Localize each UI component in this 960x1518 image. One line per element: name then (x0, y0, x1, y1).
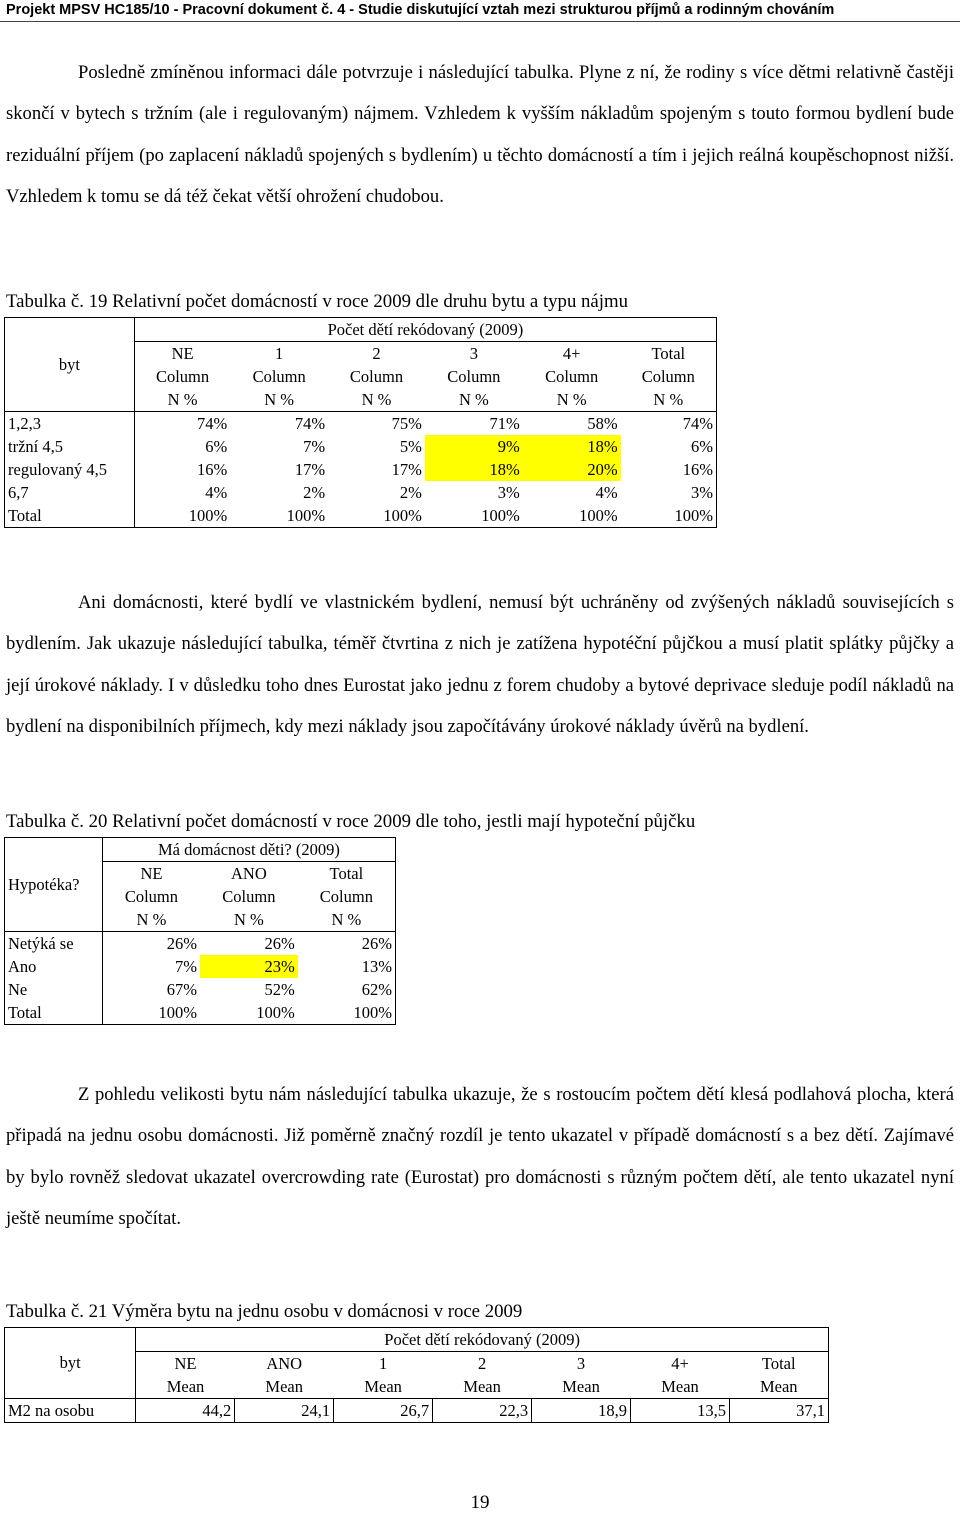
table-cell: 26% (166, 933, 198, 953)
table-cell: 75% (391, 413, 422, 433)
table-cell: 18% (425, 458, 523, 481)
table-cell: 74% (621, 412, 717, 436)
page-number: 19 (470, 1492, 490, 1513)
table-20-caption: Tabulka č. 20 Relativní počet domácností v roce 2009 dle toho, jestli mají hypoteční půjčku (6, 811, 696, 832)
column-subheader: Column (222, 886, 276, 906)
column-subheader: N % (102, 908, 200, 932)
column-subheader: Mean (235, 1375, 334, 1399)
table-cell: 44,2 (136, 1399, 235, 1423)
column-subheader: Column (545, 366, 599, 386)
table-21 (4, 1327, 829, 1423)
row-label: Total (5, 504, 135, 528)
table-row (5, 458, 717, 481)
table-cell: 6% (205, 436, 228, 456)
table-cell: 62% (298, 978, 396, 1001)
column-subheader: N % (298, 908, 396, 932)
column-subheader: N % (134, 388, 230, 412)
table-cell: 100% (621, 504, 717, 528)
column-header: 1 (275, 343, 284, 363)
document-header: Projekt MPSV HC185/10 - Pracovní dokument č. 4 - Studie diskutující vztah mezi strukturou příjmů a rodinným chováním (0, 0, 960, 22)
table-cell: 4% (595, 482, 618, 502)
column-header: NE (136, 1352, 235, 1376)
table-cell: 58% (587, 413, 618, 433)
table-cell: 18,9 (532, 1399, 631, 1423)
group-header: Počet dětí rekódovaný (2009) (134, 318, 716, 342)
table-cell: 100% (230, 504, 328, 528)
table-cell: 3% (621, 481, 717, 504)
table-21-caption: Tabulka č. 21 Výměra bytu na jednu osobu v domácnosi v roce 2009 (6, 1301, 523, 1322)
paragraph-1-text: Posledně zmíněnou informaci dále potvrzuje i následující tabulka. Plyne z ní, že rodiny s více dětmi relativně častěji skončí v bytech s tržním (ale i regulovaným) nájmem. Vzhledem k vyšším nákladům spojeným s touto formou bydlení bude reziduální příjem (po zaplacení nákladů spojených s bydlením) u těchto domácností a tím i jejich reálná koupěschopnost nižší. Vzhledem k tomu se dá též čekat větší ohrožení chudobou. (6, 62, 954, 208)
column-subheader: Mean (136, 1375, 235, 1399)
column-subheader: Column (447, 366, 501, 386)
column-subheader: Column (102, 885, 200, 908)
column-header: 3 (576, 1353, 586, 1373)
column-header: 2 (477, 1353, 487, 1373)
table-cell: 23% (200, 955, 298, 978)
table-cell: 4% (205, 482, 228, 502)
column-subheader: Column (252, 366, 306, 386)
table-cell: 9% (425, 435, 523, 458)
table-cell: 26,7 (334, 1399, 433, 1423)
row-label: Total (5, 1001, 103, 1025)
table-cell: 74% (294, 413, 326, 433)
row-label: Netýká se (5, 932, 103, 956)
table-row (5, 978, 396, 1001)
table-cell: 17% (294, 459, 326, 479)
column-subheader: Mean (532, 1375, 631, 1399)
column-header: Total (298, 862, 396, 886)
table-cell: 26% (264, 933, 295, 953)
table-cell: 26% (298, 932, 396, 956)
table-row (5, 955, 396, 978)
group-header: Má domácnost děti? (2009) (102, 838, 395, 862)
table-cell: 67% (166, 979, 198, 999)
table-cell: 7% (175, 956, 198, 976)
column-subheader: Column (349, 366, 404, 386)
paragraph-3-text: Z pohledu velikosti bytu nám následující tabulka ukazuje, že s rostoucím počtem dětí klesá podlahová plocha, která připadá na jednu osobu domácnosti. Již poměrně značný rozdíl je tento ukazatel v případě domácností s a bez dětí. Zajímavé by bylo rovněž sledovat ukazatel overcrowding rate (Eurostat) pro domácnosti s různým počtem dětí, ale tento ukazatel nyní ještě neumíme spočítat. (6, 1084, 954, 1230)
column-header: 4+ (562, 343, 581, 363)
table-body (5, 412, 717, 528)
table-row (5, 932, 396, 956)
column-subheader: Column (298, 885, 396, 908)
row-label: Ano (5, 955, 103, 978)
row-label: Ne (5, 978, 103, 1001)
table-cell: 71% (489, 413, 520, 433)
column-header: 4+ (671, 1353, 689, 1373)
row-label: tržní 4,5 (5, 435, 135, 458)
column-subheader: Mean (334, 1375, 433, 1399)
column-subheader: Column (621, 365, 717, 388)
table-cell: 52% (264, 979, 295, 999)
table-cell: 5% (399, 436, 422, 456)
column-subheader: Mean (433, 1375, 532, 1399)
table-cell: 2% (399, 482, 422, 502)
table-cell: 100% (425, 504, 523, 528)
column-header: 1 (379, 1353, 388, 1373)
row-header: Hypotéka? (5, 838, 103, 932)
table-cell: 16% (196, 459, 228, 479)
table-cell: 20% (523, 458, 621, 481)
table-cell: 6% (621, 435, 717, 458)
table-row (5, 435, 717, 458)
table-cell: 17% (391, 459, 422, 479)
table-cell: 22,3 (433, 1399, 532, 1423)
table-cell: 16% (621, 458, 717, 481)
column-header: NE (102, 862, 200, 886)
table-cell: 13% (298, 955, 396, 978)
row-header: byt (5, 1328, 136, 1399)
table-cell: 100% (523, 504, 621, 528)
column-header: ANO (231, 863, 267, 883)
column-header: 2 (372, 343, 381, 363)
table-cell: 100% (134, 504, 230, 528)
table-row (5, 504, 717, 528)
paragraph-2-text: Ani domácnosti, které bydlí ve vlastnickém bydlení, nemusí být uchráněny od zvýšených nákladů souvisejících s bydlením. Jak ukazuje následující tabulka, téměř čtvrtina z nich je zatížena hypotéční půjčkou a musí platit splátky půjčky a její úrokové náklady. I v důsledku toho dnes Eurostat jako jednu z forem chudoby a bytové deprivace sleduje podíl nákladů na bydlení na disponibilních příjmech, kdy mezi náklady jsou započítávány úrokové náklady úvěrů na bydlení. (6, 592, 954, 738)
table-cell: 7% (303, 436, 326, 456)
column-header: 3 (469, 343, 478, 363)
table-cell: 24,1 (235, 1399, 334, 1423)
column-header: NE (134, 342, 230, 366)
column-subheader: N % (523, 388, 621, 412)
table-19-caption: Tabulka č. 19 Relativní počet domácností v roce 2009 dle druhu bytu a typu nájmu (6, 291, 628, 312)
column-subheader: N % (230, 388, 328, 412)
table-19 (4, 317, 717, 528)
table-cell: 100% (102, 1001, 200, 1025)
row-label: regulovaný 4,5 (5, 458, 135, 481)
group-header: Počet dětí rekódovaný (2009) (136, 1328, 829, 1352)
column-header: Total (729, 1352, 828, 1376)
table-body (5, 1399, 829, 1423)
table-row (5, 481, 717, 504)
column-subheader: Mean (729, 1375, 828, 1399)
table-cell: 100% (200, 1001, 298, 1025)
column-subheader: N % (200, 908, 298, 932)
table-cell: 37,1 (729, 1399, 828, 1423)
row-label: 1,2,3 (5, 412, 135, 436)
table-row (5, 412, 717, 436)
table-cell: 13,5 (631, 1399, 730, 1423)
table-cell: 2% (303, 482, 326, 502)
table-20 (4, 837, 396, 1025)
table-cell: 18% (523, 435, 621, 458)
column-header: ANO (266, 1353, 303, 1373)
table-cell: 100% (328, 504, 425, 528)
paragraph-3 (6, 1074, 954, 1240)
column-header: Total (621, 342, 717, 366)
row-label: 6,7 (5, 481, 135, 504)
table-cell: 100% (298, 1001, 396, 1025)
column-subheader: Mean (631, 1375, 730, 1399)
paragraph-1 (6, 52, 954, 218)
table-cell: 3% (497, 482, 520, 502)
column-subheader: N % (621, 388, 717, 412)
table-row (5, 1001, 396, 1025)
column-subheader: N % (328, 388, 425, 412)
table-body (5, 932, 396, 1025)
table-cell: 74% (196, 413, 228, 433)
paragraph-2 (6, 582, 954, 748)
column-subheader: N % (425, 388, 523, 412)
row-header: byt (5, 318, 135, 412)
column-subheader: Column (134, 365, 230, 388)
table-row (5, 1399, 829, 1423)
row-label: M2 na osobu (5, 1399, 136, 1423)
